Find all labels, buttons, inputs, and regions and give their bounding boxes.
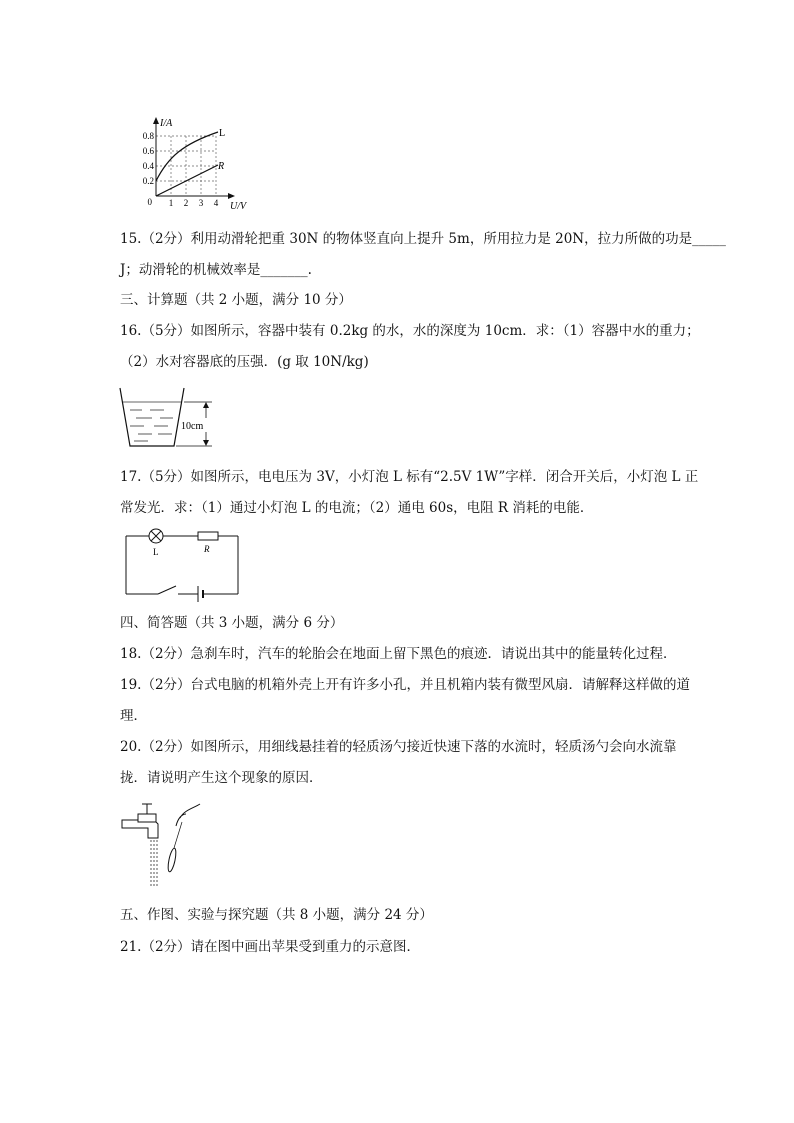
- q20-line2: 拢．请说明产生这个现象的原因．: [120, 770, 323, 786]
- y-tick-label: 0.2: [142, 176, 154, 186]
- q17-line2: 常发光．求：（1）通过小灯泡 L 的电流；（2）通电 60s，电阻 R 消耗的电能．: [120, 500, 594, 516]
- section4-heading: 四、简答题（共 3 小题，满分 6 分）: [120, 615, 344, 631]
- water-container-figure: [118, 384, 228, 454]
- iu-graph: [138, 112, 258, 212]
- x-tick-label: 1: [168, 198, 174, 208]
- section3-heading: 三、计算题（共 2 小题，满分 10 分）: [120, 292, 352, 308]
- y-tick-label: 0.8: [142, 131, 154, 141]
- line-r-label: R: [218, 161, 225, 172]
- x-tick-label: 3: [198, 198, 204, 208]
- q19-line1: 19.（2分）台式电脑的机箱外壳上开有许多小孔，并且机箱内装有微型风扇．请解释这样做的道: [120, 677, 691, 693]
- q17-line1: 17.（5分）如图所示，电电压为 3V，小灯泡 L 标有“2.5V 1W”字样．闭合开关后，小灯泡 L 正: [120, 469, 699, 485]
- x-axis-label: U/V: [230, 201, 247, 212]
- y-axis-label: I/A: [160, 118, 173, 129]
- x-tick-label: 2: [183, 198, 189, 208]
- resistor-symbol: [198, 532, 218, 540]
- q16-line2: （2）水对容器底的压强．(g 取 10N/kg): [120, 354, 369, 370]
- x-tick-label: 4: [213, 198, 219, 208]
- q21: 21.（2分）请在图中画出苹果受到重力的示意图．: [120, 939, 421, 955]
- depth-label: 10cm: [181, 421, 204, 432]
- line-r: [156, 165, 218, 196]
- resistor-label: R: [204, 544, 210, 554]
- y-tick-label: 0.4: [142, 161, 154, 171]
- section5-heading: 五、作图、实验与探究题（共 8 小题，满分 24 分）: [120, 907, 433, 923]
- switch-symbol: [158, 586, 176, 594]
- q18: 18.（2分）急刹车时，汽车的轮胎会在地面上留下黑色的痕迹．请说出其中的能量转化过程．: [120, 646, 677, 662]
- faucet-spoon-figure: [118, 800, 210, 892]
- origin-label: 0: [147, 197, 152, 207]
- q15-line2: J；动滑轮的机械效率是_______.: [120, 262, 312, 278]
- y-tick-label: 0.6: [142, 146, 154, 156]
- q20-line1: 20.（2分）如图所示，用细线悬挂着的轻质汤勺接近快速下落的水流时，轻质汤勺会向水流靠: [120, 739, 677, 755]
- curve-l-label: L: [219, 128, 226, 139]
- q15-line1: 15.（2分）利用动滑轮把重 30N 的物体竖直向上提升 5m，所用拉力是 20N，拉力所做的功是_____: [120, 231, 726, 247]
- q19-line2: 理．: [120, 708, 147, 724]
- circuit-figure: [120, 528, 245, 602]
- q16-line1: 16.（5分）如图所示，容器中装有 0.2kg 的水，水的深度为 10cm．求：（1）容器中水的重力；: [120, 323, 700, 339]
- curve-l: [156, 132, 218, 181]
- lamp-label: L: [153, 547, 159, 557]
